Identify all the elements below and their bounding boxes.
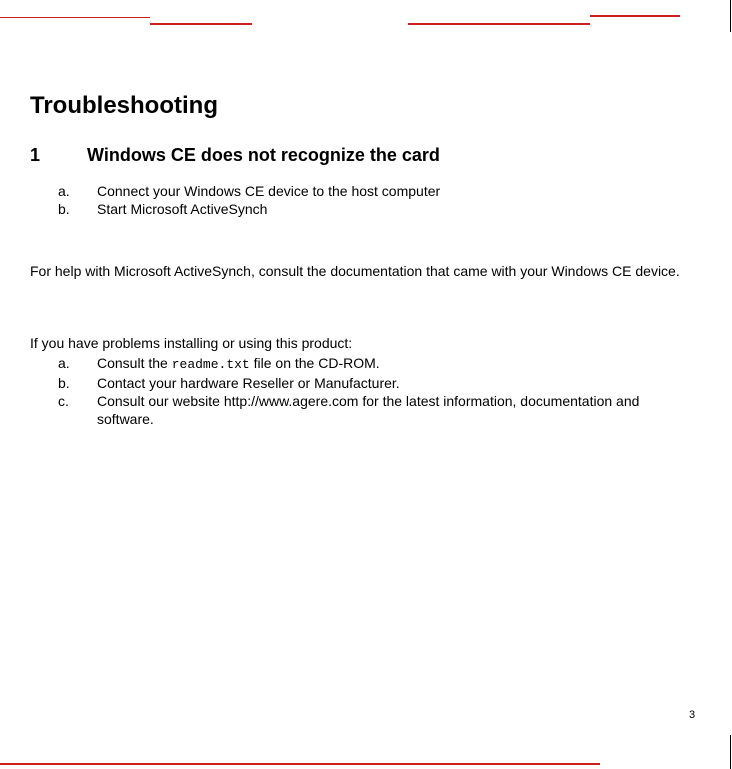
section-title: Windows CE does not recognize the card	[87, 145, 440, 165]
problems-intro: If you have problems installing or using this product:	[30, 335, 353, 351]
steps-list	[58, 182, 440, 218]
top-rule-2	[150, 23, 252, 25]
list-marker: a.	[58, 183, 70, 199]
bottom-rule	[0, 763, 600, 765]
section-number: 1	[30, 145, 41, 165]
list-item-text: Consult the	[97, 355, 172, 371]
margin-bar-top	[730, 0, 731, 32]
list-marker: a.	[58, 355, 70, 371]
filename-code: readme.txt	[171, 357, 250, 372]
margin-bar-bottom	[730, 735, 731, 769]
top-rule-4	[590, 15, 680, 17]
section-heading	[30, 145, 440, 166]
list-item	[58, 200, 440, 218]
list-item-text: Contact your hardware Reseller or Manufacturer.	[97, 375, 400, 391]
list-item-text: Consult our website http://www.agere.com for the latest information, documentation and software.	[97, 393, 640, 427]
list-item	[58, 354, 642, 374]
list-item	[58, 182, 440, 200]
list-marker: c.	[58, 393, 69, 409]
page-title: Troubleshooting	[30, 92, 218, 119]
problems-list	[58, 354, 642, 428]
list-item-text: Connect your Windows CE device to the host computer	[97, 183, 441, 199]
top-rule-1	[0, 17, 150, 18]
help-paragraph: For help with Microsoft ActiveSynch, consult the documentation that came with your Windows CE device.	[30, 263, 680, 279]
list-marker: b.	[58, 375, 70, 391]
top-rule-3	[408, 23, 590, 25]
list-item	[58, 374, 642, 392]
list-item-text: file on the CD-ROM.	[249, 355, 380, 371]
list-item-text: Start Microsoft ActiveSynch	[97, 201, 268, 217]
list-marker: b.	[58, 201, 70, 217]
page-number: 3	[689, 709, 696, 721]
list-item	[58, 392, 642, 428]
